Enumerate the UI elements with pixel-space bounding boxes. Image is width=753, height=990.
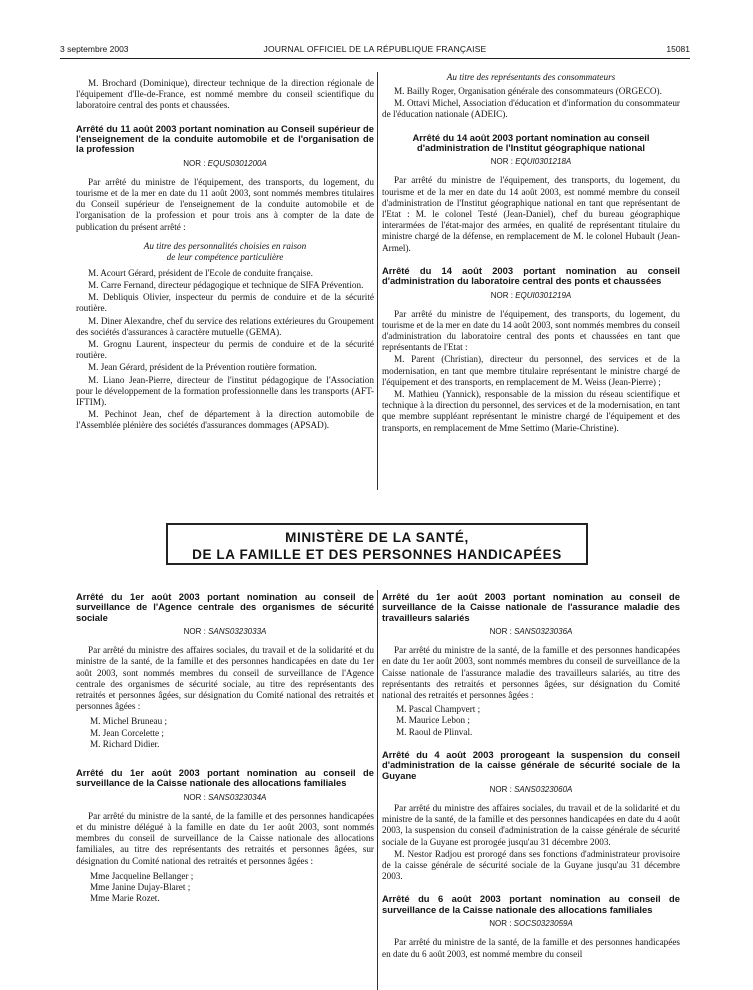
appointee-name: M. Richard Didier. xyxy=(90,738,160,749)
nor-label: NOR : xyxy=(183,792,206,802)
column-divider-top xyxy=(377,72,378,490)
ministry-title-line: MINISTÈRE DE LA SANTÉ, xyxy=(285,530,469,545)
running-header xyxy=(60,44,690,58)
nor-reference xyxy=(382,157,680,166)
appointee-name: M. Jean Corcelette ; xyxy=(90,727,164,738)
nor-reference xyxy=(76,159,374,168)
arrete-heading: Arrêté du 4 août 2003 prorogeant la suspension du conseil d'administration de la caisse générale de sécurité sociale de la Guyane xyxy=(382,748,680,781)
subheading-line: Au titre des personnalités choisies en raison xyxy=(143,240,307,251)
member-entry: M. Carre Fernand, directeur pédagogique et technique de SIFA Prévention. xyxy=(88,280,364,291)
right-column-top xyxy=(382,72,680,497)
arrete-heading: Arrêté du 1er août 2003 portant nomination au conseil de surveillance de la Caisse nationale de l'assurance maladie des travailleurs salariés xyxy=(382,592,680,623)
arrete-heading: Arrêté du 11 août 2003 portant nomination au Conseil supérieur de l'enseignement de la conduite automobile et de l'organisation de la profession xyxy=(76,122,374,155)
right-column-bottom xyxy=(382,592,680,990)
arrete-heading: Arrêté du 1er août 2003 portant nomination au conseil de surveillance de l'Agence centrale des organismes de sécurité sociale xyxy=(76,592,374,623)
arrete-heading: Arrêté du 1er août 2003 portant nomination au conseil de surveillance de la Caisse nationale des allocations familiales xyxy=(76,767,374,789)
arrete-heading: Arrêté du 14 août 2003 portant nomination au conseil d'administration de l'Institut géographique national xyxy=(412,131,650,154)
member-entry: M. Debliquis Olivier, inspecteur du permis de conduire et de la sécurité routière. xyxy=(76,292,374,314)
appointee-name: Mme Marie Rozet. xyxy=(90,893,160,904)
intro-paragraph: M. Brochard (Dominique), directeur technique de la direction régionale de l'équipement d'Ile-de-France, est nommé membre du conseil scientifique du laboratoire central des ponts et chaussées. xyxy=(76,78,374,111)
ministry-banner xyxy=(166,523,588,565)
arrete-body: M. Parent (Christian), directeur du personnel, des services et de la modernisation, en tant que membre titulaire représentant le ministre chargé de l'équipement et des transports, en remplacement de M. Weiss (Jean-Pierre) ; xyxy=(382,354,680,387)
section-subheading xyxy=(76,241,374,263)
nor-code: SANS0323036A xyxy=(514,627,573,637)
nor-code: SANS0323060A xyxy=(514,785,573,795)
left-column-bottom xyxy=(76,592,374,990)
nor-code: SOCS0323059A xyxy=(513,919,573,929)
member-entry: M. Acourt Gérard, président de l'Ecole de conduite française. xyxy=(88,267,313,278)
arrete-body: Par arrêté du ministre de l'équipement, des transports, du logement, du tourisme et de la mer en date du 14 août 2003, est nommé membre du conseil d'administration de l'Institut géographique national en tant que représentant de l'Etat : M. le colonel Testé (Jean-Daniel), chef du bureau géographique interarmées de l'état-major des armées, en qualité de représentant titulaire du ministre chargé de la défense, en remplacement de M. le colonel Hubault (Jean-Armel). xyxy=(382,175,680,253)
nor-label: NOR : xyxy=(183,158,206,168)
appointee-name: M. Maurice Lebon ; xyxy=(396,715,470,726)
appointee-name: M. Pascal Champvert ; xyxy=(396,704,481,715)
nor-label: NOR : xyxy=(489,919,512,929)
nor-code: SANS0323033A xyxy=(208,627,267,637)
nor-reference xyxy=(382,291,680,300)
appointee-name: Mme Janine Dujay-Blaret ; xyxy=(90,882,191,893)
section-subheading: Au titre des représentants des consommateurs xyxy=(446,72,616,82)
nor-code: EQUI0301218A xyxy=(515,157,572,167)
appointee-name: M. Michel Bruneau ; xyxy=(90,716,168,727)
nor-label: NOR : xyxy=(490,157,513,167)
nor-reference xyxy=(382,785,680,794)
arrete-body: Par arrêté du ministre de l'équipement, des transports, du logement, du tourisme et de la mer en date du 11 août 2003, sont nommés membres titulaires du Conseil supérieur de l'enseignement de la conduite automobile et de l'organisation de la profession et pour trois ans à compter de la date de publication du présent arrêté : xyxy=(76,176,374,232)
nor-label: NOR : xyxy=(489,785,512,795)
arrete-body: Par arrêté du ministre de l'équipement, des transports, du logement, du tourisme et de la mer en date du 14 août 2003, sont nommés membres du conseil d'administration du laboratoire central des ponts et chaussées en tant que représentants de l'Etat : xyxy=(382,308,680,353)
issue-date: 3 septembre 2003 xyxy=(60,44,129,54)
appointee-name: Mme Jacqueline Bellanger ; xyxy=(90,870,194,881)
page-number: 15081 xyxy=(666,44,690,54)
column-divider-bottom xyxy=(377,590,378,990)
arrete-heading: Arrêté du 6 août 2003 portant nomination au conseil de surveillance de la Caisse nationale des allocations familiales xyxy=(382,893,680,915)
nor-label: NOR : xyxy=(490,290,513,300)
nor-label: NOR : xyxy=(489,627,512,637)
nor-label: NOR : xyxy=(183,627,206,637)
arrete-body: Par arrêté du ministre des affaires sociales, du travail et de la solidarité et du ministre de la santé, de la famille et des personnes handicapées en date du 4 août 2003, la suspension du conseil d'administration de la caisse générale de sécurité sociale de la Guyane est prorogée jusqu'au 31 décembre 2003. xyxy=(382,803,680,847)
arrete-body: M. Mathieu (Yannick), responsable de la mission du réseau scientifique et technique à la direction du personnel, des services et de la modernisation, en tant que membre suppléant représentant le ministre chargé de l'équipement et des transports, en remplacement de Mme Settimo (Marie-Christine). xyxy=(382,389,680,433)
journal-title: JOURNAL OFFICIEL DE LA RÉPUBLIQUE FRANÇAISE xyxy=(263,44,487,54)
member-entry: M. Ottavi Michel, Association d'éducation et d'information du consommateur de l'éducation nationale (ADEIC). xyxy=(382,98,680,120)
nor-code: EQUI0301219A xyxy=(515,290,572,300)
member-entry: M. Diner Alexandre, chef du service des relations extérieures du Groupement des sociétés d'assurances à caractère mutuelle (GEMA). xyxy=(76,315,374,337)
arrete-body: Par arrêté du ministre de la santé, de la famille et des personnes handicapées en date du 6 août 2003, est nommé membre du conseil xyxy=(382,937,680,959)
nor-reference xyxy=(76,793,374,802)
left-column-top xyxy=(76,78,374,503)
appointee-name: M. Raoul de Plinval. xyxy=(396,726,473,737)
arrete-heading: Arrêté du 14 août 2003 portant nomination au conseil d'administration du laboratoire central des ponts et chaussées xyxy=(382,264,680,287)
nor-reference xyxy=(382,627,680,636)
ministry-title-line: DE LA FAMILLE ET DES PERSONNES HANDICAPÉES xyxy=(192,547,562,562)
nor-reference xyxy=(76,627,374,636)
subheading-line: de leur compétence particulière xyxy=(166,251,284,262)
arrete-body: M. Nestor Radjou est prorogé dans ses fonctions d'administrateur provisoire de la caisse générale de sécurité sociale de la Guyane jusqu'au 31 décembre 2003. xyxy=(382,848,680,882)
member-entry: M. Pechinot Jean, chef de département à la direction automobile de l'Assemblée plénière des sociétés d'assurances dommages (APSAD). xyxy=(76,409,374,431)
nor-reference xyxy=(382,919,680,928)
header-rule xyxy=(60,58,690,59)
arrete-body: Par arrêté du ministre de la santé, de la famille et des personnes handicapées en date du 1er août 2003, sont nommés membres du conseil de surveillance de la Caisse nationale de l'assurance maladie des travailleurs salariés, au titre des représentants des retraités et personnes âgées, sur désignation du Comité national des retraités et personnes âgées : xyxy=(382,645,680,701)
nor-code: SANS0323034A xyxy=(208,792,267,802)
nor-code: EQUS0301200A xyxy=(207,158,267,168)
member-entry: M. Bailly Roger, Organisation générale des consommateurs (ORGECO). xyxy=(394,86,662,96)
member-entry: M. Liano Jean-Pierre, directeur de l'institut pédagogique de l'Association pour le développement de la formation professionnelle dans les transports (AFT-IFTIM). xyxy=(76,374,374,408)
arrete-body: Par arrêté du ministre des affaires sociales, du travail et de la solidarité et du ministre de la santé, de la famille et des personnes handicapées en date du 1er août 2003, sont nommés membres du conseil de surveillance de l'Agence centrale des organismes de sécurité sociale, au titre des représentants des retraités et personnes âgées, sur désignation du Comité national des retraités et personnes âgées : xyxy=(76,645,374,712)
member-entry: M. Grognu Laurent, inspecteur du permis de conduire et de la sécurité routière. xyxy=(76,339,374,361)
member-entry: M. Jean Gérard, président de la Prévention routière formation. xyxy=(88,362,317,373)
arrete-body: Par arrêté du ministre de la santé, de la famille et des personnes handicapées et du ministre délégué à la famille en date du 1er août 2003, sont nommés membres du conseil de surveillance de la Caisse nationale des allocations familiales, au titre des représentants des retraités et personnes âgées, sur désignation du Comité national des retraités et personnes âgées : xyxy=(76,810,374,866)
